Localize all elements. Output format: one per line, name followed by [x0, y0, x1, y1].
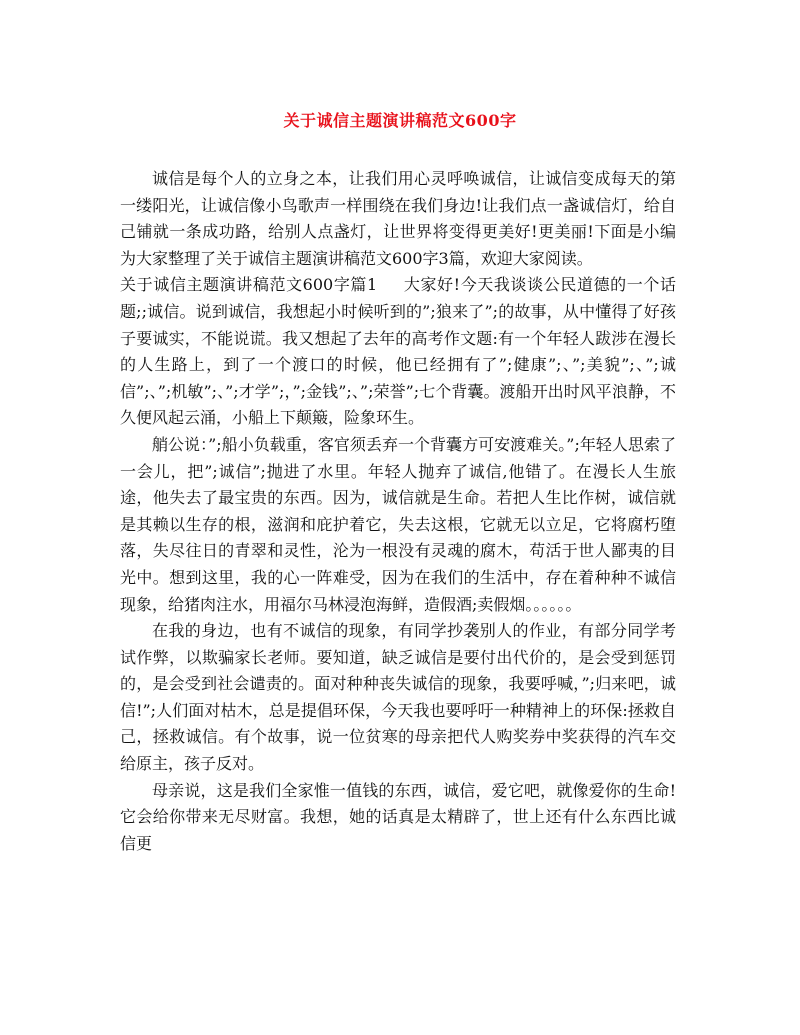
body-paragraph-4: 母亲说，这是我们全家惟一值钱的东西，诚信，爱它吧，就像爱你的生命!它会给你带来无尽财富。我想，她的话真是太精辟了，世上还有什么东西比诚信更: [120, 780, 676, 853]
section-1-paragraph: [120, 272, 676, 432]
section-1-heading: 关于诚信主题演讲稿范文600字篇1: [120, 275, 378, 295]
body-paragraph-2: 艄公说：”;船小负载重，客官须丢弃一个背囊方可安渡难关。”;年轻人思索了一会儿，把”;诚信”;抛进了水里。年轻人抛弃了诚信,他错了。在漫长人生旅途，他失去了最宝贵的东西。因为，诚信就是生命。若把人生比作树，诚信就是其赖以生存的根，滋润和庇护着它，失去这根，它就无以立足，它将腐朽堕落，失尽往日的青翠和灵性，沦为一根没有灵魂的腐木，苟活于世人鄙夷的目光中。想到这里，我的心一阵难受，因为在我们的生活中，存在着种种不诚信现象，给猪肉注水，用福尔马林浸泡海鲜，造假酒;卖假烟。。。。。。: [120, 434, 676, 614]
intro-paragraph: 诚信是每个人的立身之本，让我们用心灵呼唤诚信，让诚信变成每天的第一缕阳光，让诚信像小鸟歌声一样围绕在我们身边!让我们点一盏诚信灯，给自己铺就一条成功路，给别人点盏灯，让世界将变得更美好!更美丽!下面是小编为大家整理了关于诚信主题演讲稿范文600字3篇，欢迎大家阅读。: [120, 169, 676, 268]
body-paragraph-3: 在我的身边，也有不诚信的现象，有同学抄袭别人的作业，有部分同学考试作弊，以欺骗家长老师。要知道，缺乏诚信是要付出代价的，是会受到惩罚的，是会受到社会谴责的。面对种种丧失诚信的现象，我要呼喊，”;归来吧，诚信!”;人们面对枯木，总是提倡环保，今天我也要呼吁一种精神上的环保:拯救自己，拯救诚信。有个故事，说一位贫寒的母亲把代人购奖券中奖获得的汽车交给原主，孩子反对。: [120, 621, 676, 774]
document-body: [120, 166, 676, 857]
section-1-text: 大家好!今天我谈谈公民道德的一个话题;;诚信。说到诚信，我想起小时候听到的”;狼来了”;的故事，从中懂得了好孩子要诚实，不能说谎。我又想起了去年的高考作文题:有一个年轻人跋涉在漫长的人生路上，到了一个渡口的时候，他已经拥有了”;健康”;、”;美貌”;、”;诚信”;、”;机敏”;、”;才学”;，”;金钱”;、”;荣誉”;七个背囊。渡船开出时风平浪静，不久便风起云涌，小船上下颠簸，险象环生。: [120, 275, 676, 428]
document-title: 关于诚信主题演讲稿范文600字: [283, 111, 517, 130]
